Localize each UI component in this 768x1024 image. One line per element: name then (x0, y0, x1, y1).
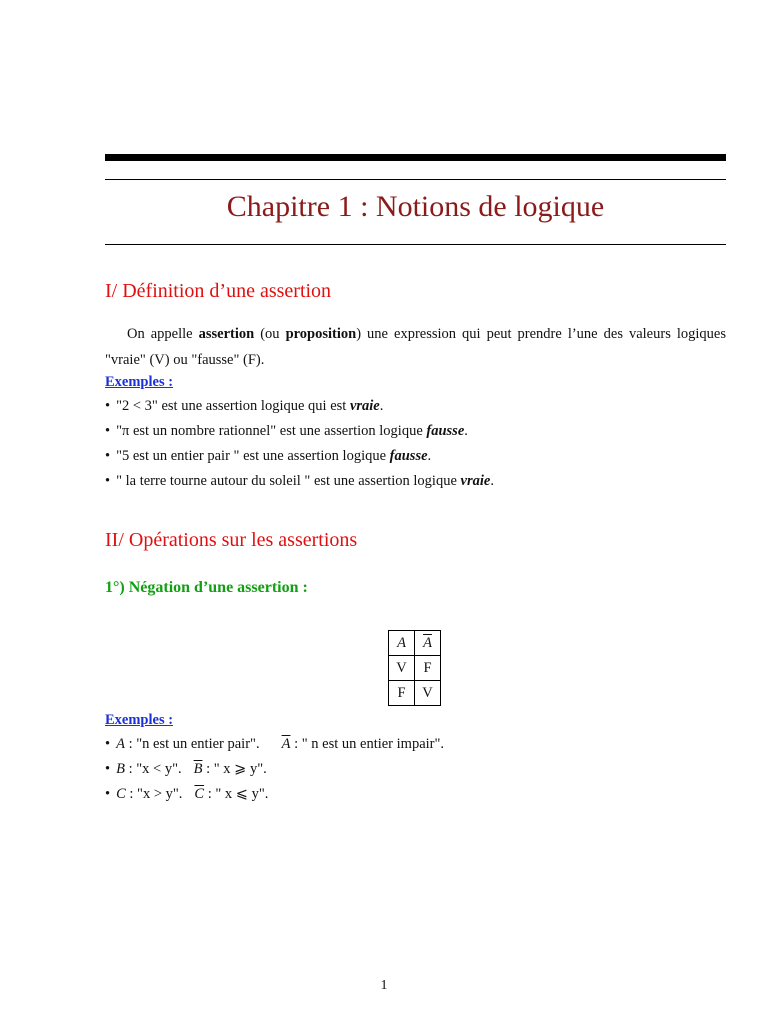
bullet-icon: • (105, 398, 111, 414)
subsection-negation-title: 1°) Négation d’une assertion : (105, 579, 308, 596)
assertion-text: : "n est un entier pair". (124, 736, 260, 752)
chapter-title: Chapitre 1 : Notions de logique (226, 190, 605, 223)
bullet-emphasis: vraie (349, 398, 380, 414)
list-item (105, 473, 494, 490)
assertion-symbol: C (116, 786, 126, 802)
bullet-emphasis: fausse (389, 448, 428, 464)
definition-text-3: ) une expression qui peut prendre l’une des valeurs logiques "vraie" (V) ou "fausse" (F). (105, 326, 726, 368)
bullet-icon: • (105, 761, 111, 777)
table-row (389, 681, 441, 706)
list-item (105, 448, 431, 465)
table-cell: F (415, 656, 441, 681)
negation-symbol: $\overline{B}$ (193, 761, 203, 777)
bullet-icon: • (105, 736, 111, 752)
table-cell: V (389, 656, 415, 681)
table-header-row (389, 631, 441, 656)
bullet-emphasis: vraie (460, 473, 491, 489)
bullet-punct: . (427, 448, 432, 464)
section-1-title: I/ Définition d’une assertion (105, 280, 332, 302)
bullet-punct: . (379, 398, 384, 414)
list-item (105, 786, 268, 803)
assertion-symbol: B (116, 761, 125, 777)
title-top-rule (105, 179, 726, 180)
list-item (105, 423, 468, 440)
definition-paragraph (105, 321, 726, 373)
list-item (105, 736, 444, 753)
bullet-text: "5 est un entier pair " est une assertion logique (116, 448, 390, 464)
assertion-text: : "x > y". (125, 786, 183, 802)
bullet-text: "2 < 3" est une assertion logique qui est (116, 398, 350, 414)
bullet-text: "π est un nombre rationnel" est une assertion logique (116, 423, 427, 439)
top-thick-rule (105, 154, 726, 161)
bullet-icon: • (105, 473, 111, 489)
table-cell: V (415, 681, 441, 706)
examples-label-1: Exemples : (105, 374, 174, 390)
table-header-cell-negation: $\overline{A}$ (415, 631, 441, 656)
title-bottom-rule (105, 244, 726, 245)
section-2-title: II/ Opérations sur les assertions (105, 529, 358, 551)
bullet-punct: . (490, 473, 494, 489)
list-item (105, 398, 383, 415)
bullet-icon: • (105, 448, 111, 464)
table-header-cell: A (389, 631, 415, 656)
term-proposition: proposition (285, 326, 357, 342)
bullet-icon: • (105, 786, 111, 802)
bullet-punct: . (464, 423, 468, 439)
negation-symbol: $\overline{A}$ (281, 736, 291, 752)
table-cell: F (389, 681, 415, 706)
truth-table (388, 630, 441, 706)
term-assertion: assertion (198, 326, 255, 342)
page-number: 1 (380, 978, 388, 993)
bullet-icon: • (105, 423, 111, 439)
negation-symbol: $\overline{C}$ (194, 786, 205, 802)
bullet-text: " la terre tourne autour du soleil " est une assertion logique (116, 473, 461, 489)
negation-text: : " x ⩽ y". (204, 786, 269, 802)
definition-text-1: On appelle (127, 326, 199, 342)
table-row (389, 656, 441, 681)
negation-text: : " n est un entier impair". (290, 736, 445, 752)
assertion-symbol: A (116, 736, 125, 752)
bullet-emphasis: fausse (426, 423, 465, 439)
assertion-text: : "x < y". (124, 761, 182, 777)
examples-label-2: Exemples : (105, 712, 174, 728)
negation-text: : " x ⩾ y". (202, 761, 267, 777)
definition-text-2: (ou (254, 326, 286, 342)
list-item (105, 761, 267, 778)
